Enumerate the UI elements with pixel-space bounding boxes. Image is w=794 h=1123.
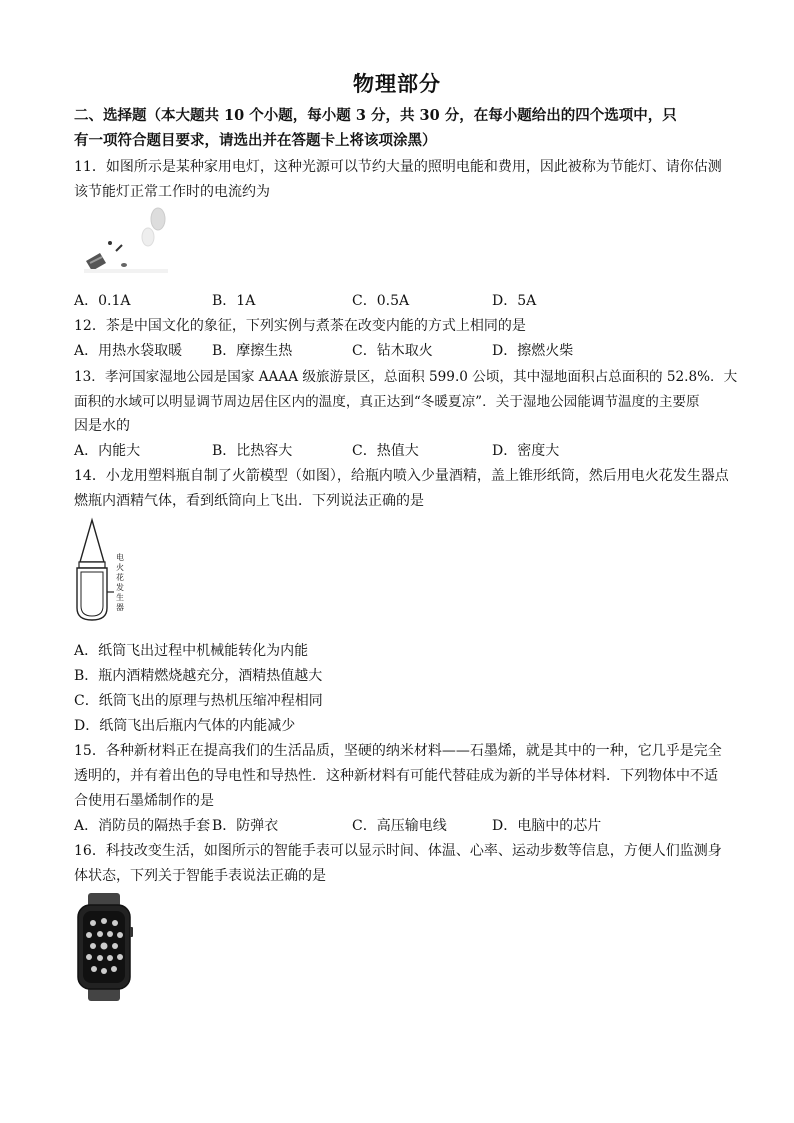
q16-stem-line2: 体状态，下列关于智能手表说法正确的是 [74,868,326,884]
svg-text:发: 发 [116,583,124,592]
q14-option-a[interactable]: A．纸筒飞出过程中机械能转化为内能 [74,643,309,659]
q14-option-b[interactable]: B．瓶内酒精燃烧越充分，酒精热值越大 [74,668,323,684]
q15-option-a[interactable]: A．消防员的隔热手套 [74,818,211,834]
svg-text:电: 电 [116,553,124,562]
page-title: 物理部分 [353,71,441,96]
q15-option-c[interactable]: C．高压输电线 [352,818,447,834]
spark-generator-label [116,552,124,612]
q14-option-c[interactable]: C．纸筒飞出的原理与热机压缩冲程相同 [74,693,323,709]
q15-stem-line2: 透明的，并有着出色的导电性和导热性．这种新材料有可能代替硅成为新的半导体材料．下列物体中不适 [74,768,718,784]
q12-option-d[interactable]: D．擦燃火柴 [492,343,574,359]
q15-option-d[interactable]: D．电脑中的芯片 [492,818,602,834]
q15-stem-line1: 15．各种新材料正在提高我们的生活品质，坚硬的纳米材料——石墨烯，就是其中的一种，它几乎是完全 [74,743,722,759]
svg-text:火: 火 [116,563,124,572]
svg-text:生: 生 [116,593,124,602]
svg-text:器: 器 [116,603,124,612]
q13-stem-line2: 面积的水域可以明显调节周边居住区内的温度，真正达到“冬暖夏凉”．关于湿地公园能调节温度的主要原 [74,394,700,410]
q12-option-b[interactable]: B．摩擦生热 [212,343,293,359]
energy-saving-lamp-image [76,205,176,277]
q14-option-d[interactable]: D．纸筒飞出后瓶内气体的内能减少 [74,718,296,734]
q12-stem-line1: 12．茶是中国文化的象征，下列实例与煮茶在改变内能的方式上相同的是 [74,318,526,334]
q16-stem-line1: 16．科技改变生活，如图所示的智能手表可以显示时间、体温、心率、运动步数等信息，方便人们监测身 [74,843,722,859]
rocket-model-figure [74,516,130,624]
q15-stem-line3: 合使用石墨烯制作的是 [74,793,214,809]
q13-stem-line3: 因是水的 [74,418,130,434]
q11-stem-line2: 该节能灯正常工作时的电流约为 [74,184,270,200]
smart-watch-image [74,893,134,1001]
q13-option-b[interactable]: B．比热容大 [212,443,293,459]
q14-stem-line1: 14．小龙用塑料瓶自制了火箭模型（如图），给瓶内喷入少量酒精，盖上锥形纸筒，然后用电火花发生器点 [74,468,729,484]
q11-option-c[interactable]: C．0.5A [352,293,410,309]
section-heading-line1: 二、选择题（本大题共 10 个小题，每小题 3 分，共 30 分，在每小题给出的四个选项中，只 [74,107,677,124]
q13-option-c[interactable]: C．热值大 [352,443,419,459]
q13-option-a[interactable]: A．内能大 [74,443,141,459]
q13-option-d[interactable]: D．密度大 [492,443,560,459]
q12-option-a[interactable]: A．用热水袋取暖 [74,343,183,359]
q13-stem-line1: 13．孝河国家湿地公园是国家 AAAA 级旅游景区，总面积 599.0 公顷，其中湿地面积占总面积的 52.8%．大 [74,369,738,385]
q11-stem-line1: 11．如图所示是某种家用电灯，这种光源可以节约大量的照明电能和费用，因此被称为节能灯、请你估测 [74,159,722,175]
q15-option-b[interactable]: B．防弹衣 [212,818,279,834]
q11-option-a[interactable]: A．0.1A [74,293,131,309]
q14-stem-line2: 燃瓶内酒精气体，看到纸筒向上飞出．下列说法正确的是 [74,493,424,509]
q12-option-c[interactable]: C．钻木取火 [352,343,433,359]
q11-option-b[interactable]: B．1A [212,293,256,309]
svg-text:花: 花 [116,573,124,582]
q11-option-d[interactable]: D．5A [492,293,537,309]
section-heading-line2: 有一项符合题目要求，请选出并在答题卡上将该项涂黑） [74,132,437,149]
